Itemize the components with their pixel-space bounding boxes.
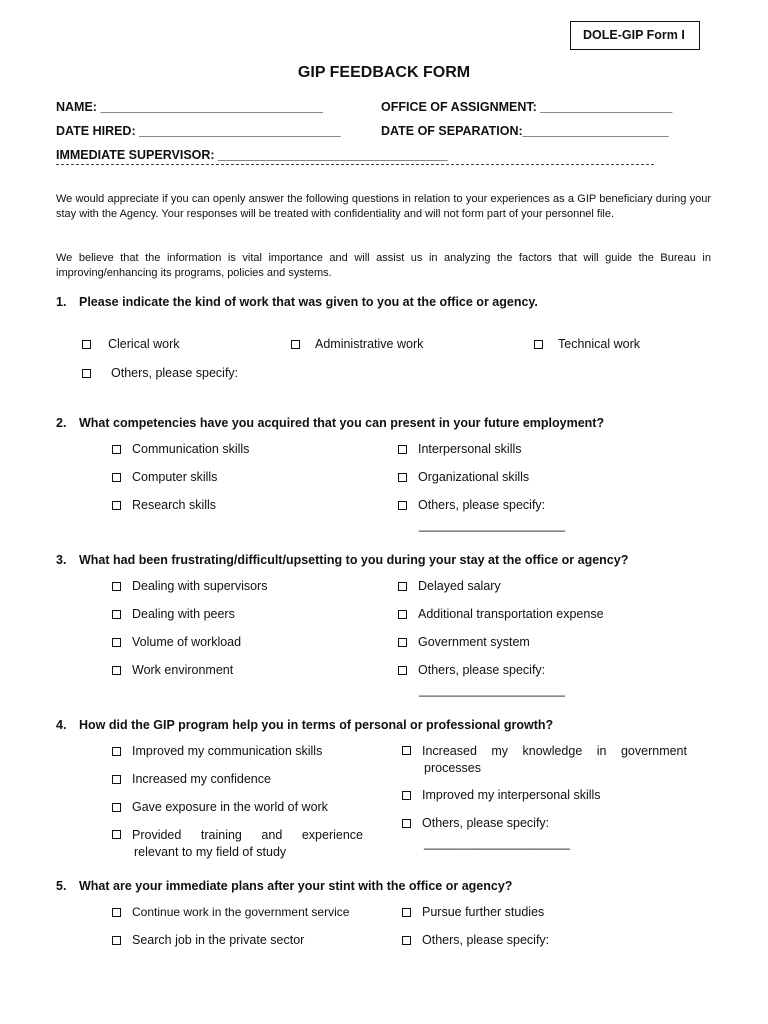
q2-option-others[interactable]: Others, please specify: <box>398 498 545 512</box>
question-4 <box>56 718 553 732</box>
q5-option-studies[interactable]: Pursue further studies <box>402 905 544 919</box>
q3-option-workload[interactable]: Volume of workload <box>112 635 241 649</box>
q2-option-computer[interactable]: Computer skills <box>112 470 217 484</box>
q4-option-knowledge[interactable]: Increased my knowledge in government processes <box>402 744 687 775</box>
q3-option-supervisors[interactable]: Dealing with supervisors <box>112 579 267 593</box>
question-3 <box>56 553 628 567</box>
checkbox-icon[interactable] <box>402 791 411 800</box>
checkbox-icon[interactable] <box>398 666 407 675</box>
divider <box>56 164 654 165</box>
checkbox-icon[interactable] <box>398 473 407 482</box>
q1-option-clerical[interactable]: Clerical work <box>82 337 180 351</box>
q3-option-peers[interactable]: Dealing with peers <box>112 607 235 621</box>
supervisor-field[interactable]: IMMEDIATE SUPERVISOR: _________________________________ <box>56 148 448 162</box>
question-text: What are your immediate plans after your stint with the office or agency? <box>79 879 513 893</box>
q4-option-communication[interactable]: Improved my communication skills <box>112 744 322 758</box>
question-1 <box>56 295 538 309</box>
date-hired-field[interactable]: DATE HIRED: _____________________________ <box>56 124 341 138</box>
checkbox-icon[interactable] <box>112 830 121 839</box>
question-number: 4. <box>56 718 67 732</box>
checkbox-icon[interactable] <box>112 775 121 784</box>
checkbox-icon[interactable] <box>112 445 121 454</box>
q4-option-confidence[interactable]: Increased my confidence <box>112 772 271 786</box>
q3-option-transportation[interactable]: Additional transportation expense <box>398 607 604 621</box>
office-field[interactable]: OFFICE OF ASSIGNMENT: ___________________ <box>381 100 673 114</box>
q5-option-others[interactable]: Others, please specify: <box>402 933 549 947</box>
q2-option-organizational[interactable]: Organizational skills <box>398 470 529 484</box>
q4-option-exposure[interactable]: Gave exposure in the world of work <box>112 800 328 814</box>
date-separation-field[interactable]: DATE OF SEPARATION:_____________________ <box>381 124 669 138</box>
checkbox-icon[interactable] <box>82 340 91 349</box>
question-number: 2. <box>56 416 67 430</box>
checkbox-icon[interactable] <box>112 803 121 812</box>
q1-option-technical[interactable]: Technical work <box>534 337 640 351</box>
q1-option-administrative[interactable]: Administrative work <box>291 337 423 351</box>
q2-option-research[interactable]: Research skills <box>112 498 216 512</box>
q3-option-government[interactable]: Government system <box>398 635 530 649</box>
checkbox-icon[interactable] <box>402 936 411 945</box>
q4-option-others[interactable]: Others, please specify: <box>402 816 549 830</box>
q4-specify-blank[interactable]: _____________________ <box>424 836 570 850</box>
checkbox-icon[interactable] <box>112 473 121 482</box>
checkbox-icon[interactable] <box>112 747 121 756</box>
checkbox-icon[interactable] <box>291 340 300 349</box>
question-number: 3. <box>56 553 67 567</box>
checkbox-icon[interactable] <box>82 369 91 378</box>
question-number: 1. <box>56 295 67 309</box>
q4-option-training[interactable]: Provided training and experience relevant to my field of study <box>112 828 363 859</box>
q2-option-communication[interactable]: Communication skills <box>112 442 249 456</box>
question-text: What competencies have you acquired that you can present in your future employment? <box>79 416 605 430</box>
q4-option-interpersonal[interactable]: Improved my interpersonal skills <box>402 788 601 802</box>
checkbox-icon[interactable] <box>112 666 121 675</box>
question-text: What had been frustrating/difficult/upsetting to you during your stay at the office or agency? <box>79 553 629 567</box>
question-text: Please indicate the kind of work that was given to you at the office or agency. <box>79 295 538 309</box>
checkbox-icon[interactable] <box>534 340 543 349</box>
checkbox-icon[interactable] <box>112 582 121 591</box>
checkbox-icon[interactable] <box>112 610 121 619</box>
q3-option-environment[interactable]: Work environment <box>112 663 233 677</box>
checkbox-icon[interactable] <box>112 638 121 647</box>
q3-option-salary[interactable]: Delayed salary <box>398 579 501 593</box>
question-2 <box>56 416 604 430</box>
form-id-box: DOLE-GIP Form I <box>570 21 700 50</box>
question-5 <box>56 879 512 893</box>
checkbox-icon[interactable] <box>398 445 407 454</box>
checkbox-icon[interactable] <box>402 908 411 917</box>
q1-option-others[interactable]: Others, please specify: <box>82 366 238 380</box>
name-field[interactable]: NAME: ________________________________ <box>56 100 323 114</box>
checkbox-icon[interactable] <box>398 582 407 591</box>
checkbox-icon[interactable] <box>398 610 407 619</box>
intro-paragraph-2: We believe that the information is vital importance and will assist us in analyzing the factors that will guide the Bureau in improving/enhancing its programs, policies and systems. <box>56 252 711 279</box>
question-text: How did the GIP program help you in terms of personal or professional growth? <box>79 718 554 732</box>
q5-option-government[interactable]: Continue work in the government service <box>112 905 349 919</box>
checkbox-icon[interactable] <box>402 819 411 828</box>
q5-option-private[interactable]: Search job in the private sector <box>112 933 304 947</box>
q2-option-interpersonal[interactable]: Interpersonal skills <box>398 442 522 456</box>
checkbox-icon[interactable] <box>398 638 407 647</box>
checkbox-icon[interactable] <box>398 501 407 510</box>
checkbox-icon[interactable] <box>112 501 121 510</box>
question-number: 5. <box>56 879 67 893</box>
q3-specify-blank[interactable]: _____________________ <box>419 683 565 697</box>
checkbox-icon[interactable] <box>112 936 121 945</box>
intro-paragraph-1: We would appreciate if you can openly answer the following questions in relation to your experiences as a GIP beneficiary during your stay with the Agency. Your responses will be treated with confidentiality and will not form part of your personnel file. <box>56 193 711 220</box>
q3-option-others[interactable]: Others, please specify: <box>398 663 545 677</box>
form-title: GIP FEEDBACK FORM <box>297 64 471 81</box>
checkbox-icon[interactable] <box>112 908 121 917</box>
q2-specify-blank[interactable]: _____________________ <box>419 518 565 532</box>
checkbox-icon[interactable] <box>402 746 411 755</box>
